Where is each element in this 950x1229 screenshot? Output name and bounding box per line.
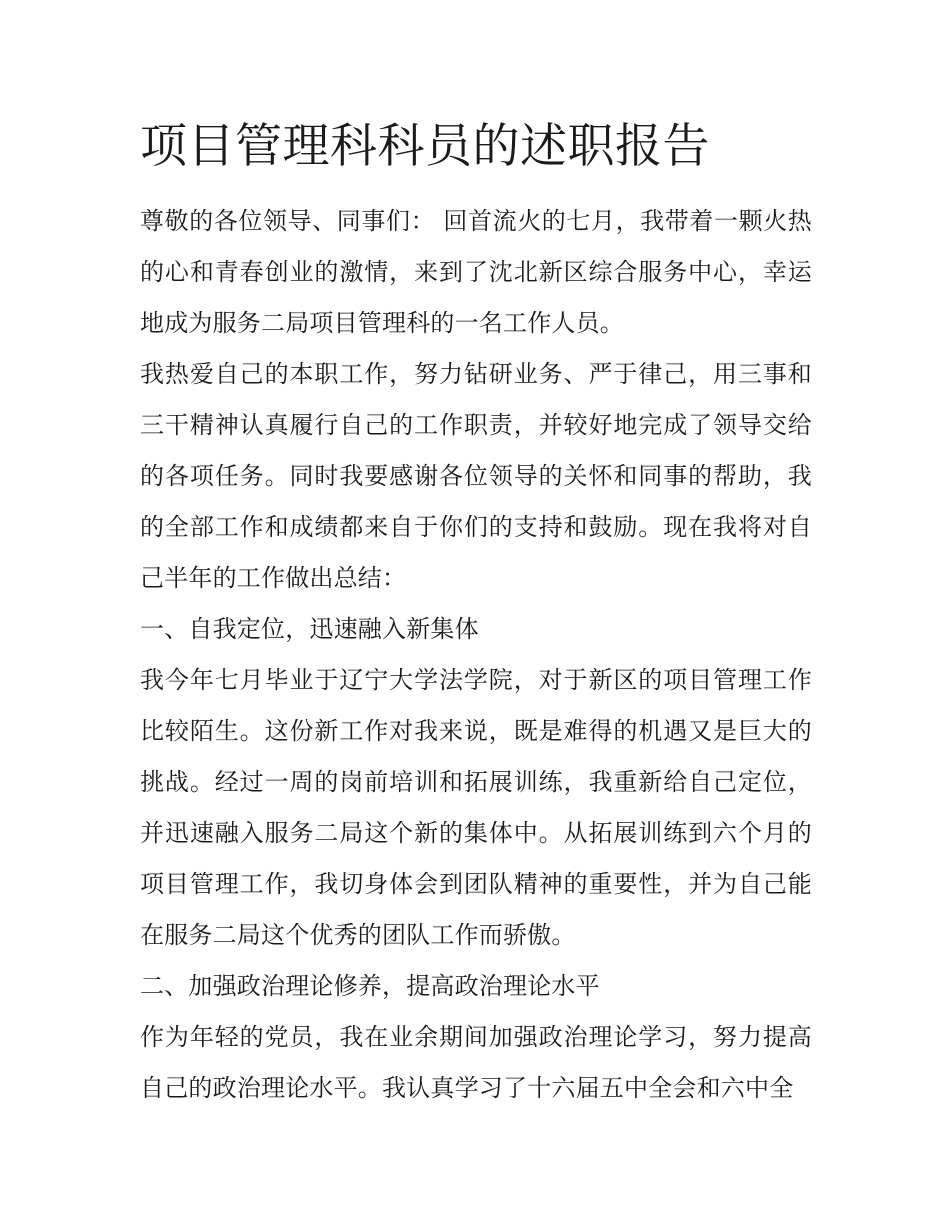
section-heading-2: 二、加强政治理论修养，提高政治理论水平: [140, 972, 600, 1000]
document-body: [140, 196, 812, 1114]
section-heading-1: 一、自我定位，迅速融入新集体: [140, 615, 479, 643]
paragraph-section-1: 我今年七月毕业于辽宁大学法学院，对于新区的项目管理工作比较陌生。这份新工作对我来说，既是难得的机遇又是巨大的挑战。经过一周的岗前培训和拓展训练，我重新给自己定位，并迅速融入服务二局这个新的集体中。从拓展训练到六个月的项目管理工作，我切身体会到团队精神的重要性，并为自己能在服务二局这个优秀的团队工作而骄傲。: [140, 666, 812, 949]
document-title: 项目管理科科员的述职报告: [140, 119, 710, 174]
paragraph-section-2: 作为年轻的党员，我在业余期间加强政治理论学习，努力提高自己的政治理论水平。我认真学习了十六届五中全会和六中全: [140, 1023, 812, 1102]
paragraph-introduction: 我热爱自己的本职工作，努力钻研业务、严于律己，用三事和三干精神认真履行自己的工作职责，并较好地完成了领导交给的各项任务。同时我要感谢各位领导的关怀和同事的帮助，我的全部工作和成绩都来自于你们的支持和鼓励。现在我将对自己半年的工作做出总结：: [140, 360, 812, 592]
paragraph-greeting: 尊敬的各位领导、同事们： 回首流火的七月，我带着一颗火热的心和青春创业的激情，来到了沈北新区综合服务中心，幸运地成为服务二局项目管理科的一名工作人员。: [140, 207, 812, 337]
